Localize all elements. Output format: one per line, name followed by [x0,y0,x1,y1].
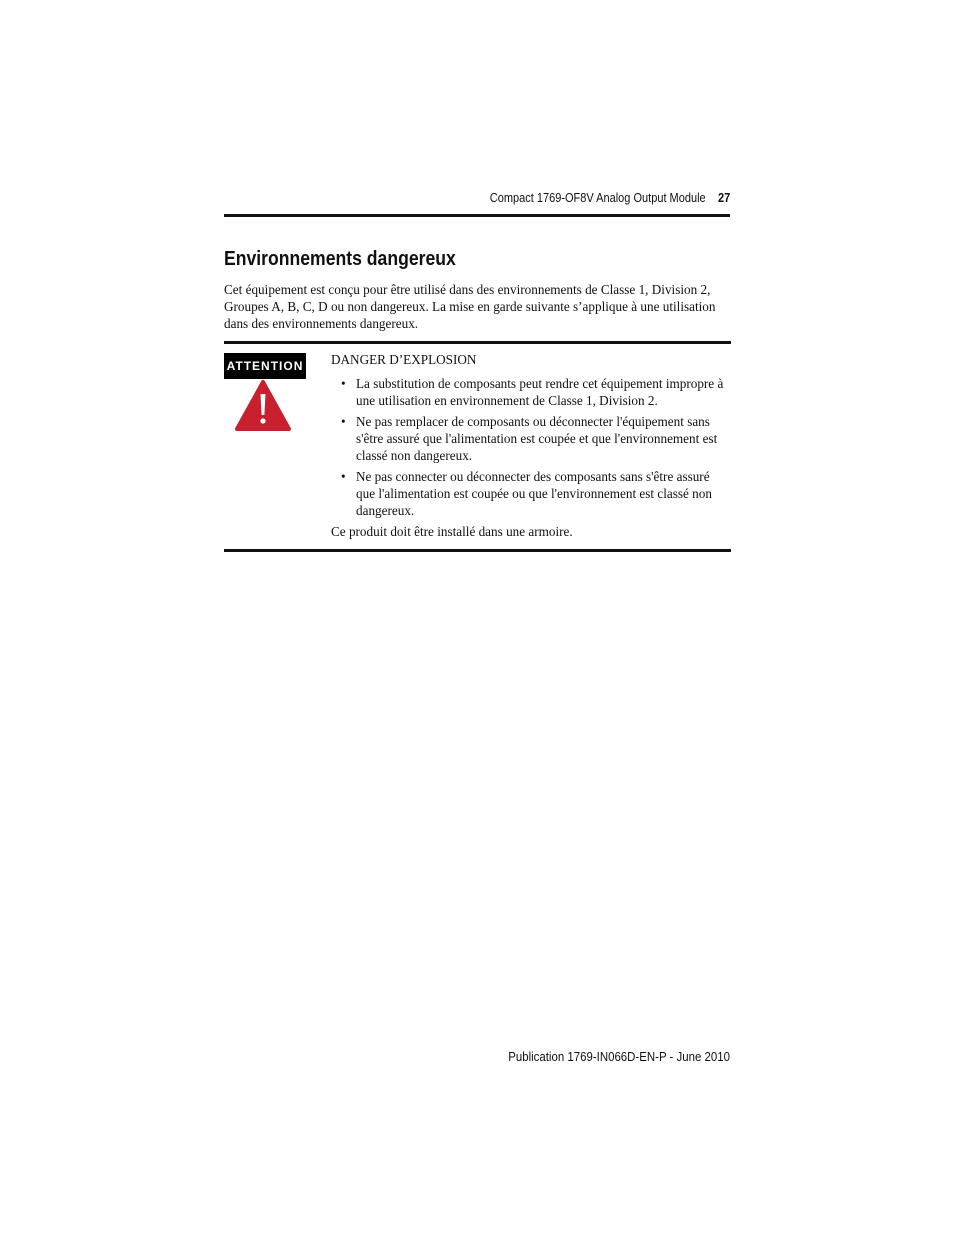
bullet-icon: • [341,376,346,391]
attention-label: ATTENTION [224,353,306,379]
attention-heading: DANGER D’EXPLOSION [331,352,477,367]
running-title: Compact 1769-OF8V Analog Output Module [489,191,706,205]
list-item [331,375,731,409]
list-item [331,413,731,464]
publication-footer: Publication 1769-IN066D-EN-P - June 2010 [508,1049,730,1064]
bullet-icon: • [341,414,346,429]
intro-paragraph: Cet équipement est conçu pour être utilisé dans des environnements de Classe 1, Division 2, Groupes A, B, C, D ou non dangereux. La mise en garde suivante s’applique à une utilisation dans des environnements dangereux. [224,282,716,331]
attention-content [331,351,731,540]
list-item-text: La substitution de composants peut rendre cet équipement impropre à une utilisation en environnement de Classe 1, Division 2. [356,376,724,408]
list-item-text: Ne pas remplacer de composants ou déconnecter l'équipement sans s'être assuré que l'alimentation est coupée et que l'environnement est classé non dangereux. [356,414,718,463]
attention-closing: Ce produit doit être installé dans une armoire. [331,524,573,539]
section-title: Environnements dangereux [224,248,456,270]
bullet-icon: • [341,469,346,484]
list-item [331,468,731,519]
attention-bullet-list [331,375,731,519]
warning-triangle-icon [234,379,292,433]
page-number: 27 [717,191,730,205]
running-header [490,191,730,205]
header-rule [224,214,730,217]
attention-box-bottom-rule [224,549,731,552]
list-item-text: Ne pas connecter ou déconnecter des composants sans s'être assuré que l'alimentation est coupée ou que l'environnement est classé non dangereux. [356,469,712,518]
attention-box-top-rule [224,341,731,344]
